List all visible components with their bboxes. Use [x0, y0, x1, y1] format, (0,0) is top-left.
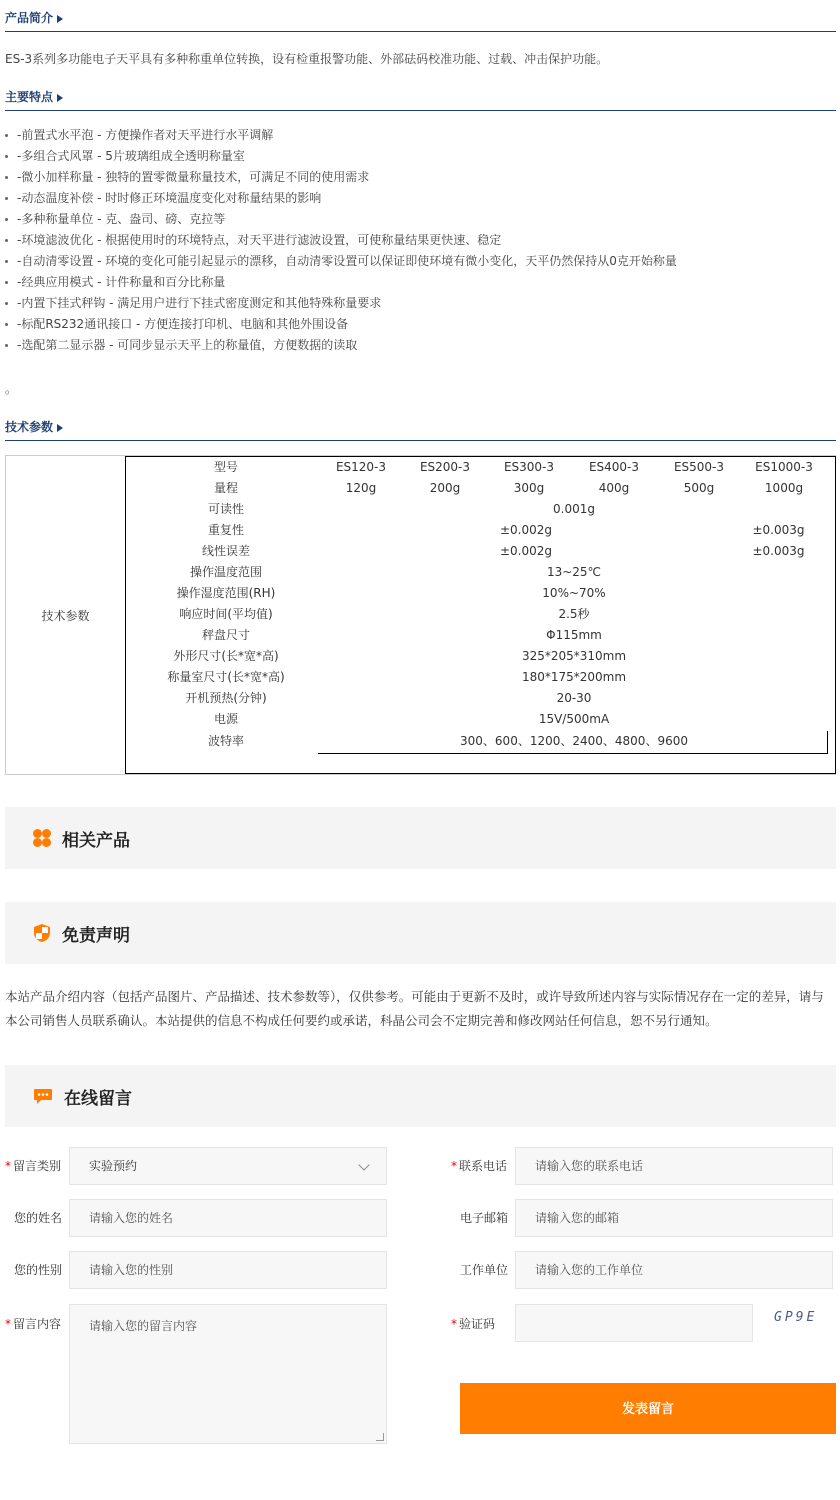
bullet-icon: [5, 197, 8, 200]
disclaimer-header: [5, 902, 836, 964]
clover-icon: [32, 828, 52, 848]
resize-handle-icon[interactable]: [376, 1433, 384, 1441]
spec-table-inner: [125, 456, 836, 774]
company-input[interactable]: 请输入您的工作单位: [515, 1251, 833, 1289]
bullet-icon: [5, 323, 8, 326]
phone-label: * 联系电话: [451, 1159, 508, 1173]
captcha-image[interactable]: GP9E: [774, 1310, 818, 1325]
list-item: -经典应用模式 - 计件称量和百分比称量: [5, 273, 677, 294]
section-features-title: 主要特点: [5, 90, 54, 104]
section-intro-title: 产品简介: [5, 11, 54, 25]
triangle-right-icon: [57, 15, 63, 23]
email-label: 电子邮箱: [460, 1211, 509, 1225]
section-intro-header: [5, 8, 836, 32]
section-specs-header: [5, 417, 836, 441]
bullet-icon: [5, 281, 8, 284]
triangle-right-icon: [57, 94, 63, 102]
table-row: 开机预热(分钟) 20-30: [185, 691, 592, 705]
spec-table: [5, 455, 836, 775]
table-row: 型号 ES120-3 ES200-3 ES300-3 ES400-3 ES500-3 ES1000-3: [213, 460, 813, 474]
content-textarea[interactable]: 请输入您的留言内容: [69, 1304, 387, 1444]
list-item: -选配第二显示器 - 可同步显示天平上的称量值，方便数据的读取: [5, 336, 677, 357]
message-header: [5, 1065, 836, 1127]
related-products-title: 相关产品: [62, 830, 130, 851]
table-row: 线性误差 ±0.002g ±0.003g: [201, 544, 805, 558]
bullet-icon: [5, 155, 8, 158]
bullet-icon: [5, 302, 8, 305]
table-row: 波特率 300、600、1200、2400、4800、9600: [207, 734, 688, 748]
list-item: -微小加样称量 - 独特的置零微量称量技术，可满足不同的使用需求: [5, 168, 677, 189]
intro-text: ES-3系列多功能电子天平具有多种称重单位转换，设有检重报警功能、外部砝码校准功能、过载、冲击保护功能。: [5, 52, 609, 66]
table-row: 电源 15V/500mA: [213, 712, 610, 726]
gender-label: 您的性别: [14, 1263, 63, 1277]
table-row: 重复性 ±0.002g ±0.003g: [207, 523, 805, 537]
list-item: -标配RS232通讯接口 - 方便连接打印机、电脑和其他外围设备: [5, 315, 677, 336]
triangle-right-icon: [57, 424, 63, 432]
captcha-label: * 验证码: [451, 1317, 496, 1331]
divider: [318, 753, 828, 754]
trailing-period: 。: [5, 382, 18, 396]
list-item: -自动清零设置 - 环境的变化可能引起显示的漂移，自动清零设置可以保证即使环境有微小变化，天平仍然保持从0克开始称量: [5, 252, 677, 273]
chevron-down-icon: [358, 1159, 369, 1170]
category-label: * 留言类别: [5, 1159, 62, 1173]
list-item: -前置式水平泡 - 方便操作者对天平进行水平调解: [5, 126, 677, 147]
list-item: -内置下挂式秤钩 - 满足用户进行下挂式密度测定和其他特殊称量要求: [5, 294, 677, 315]
gender-input[interactable]: 请输入您的性别: [69, 1251, 387, 1289]
features-list: [5, 126, 677, 357]
divider: [827, 731, 828, 753]
spec-table-label: 技术参数: [41, 608, 90, 623]
table-row: 称量室尺寸(长*宽*高) 180*175*200mm: [167, 670, 627, 684]
phone-input[interactable]: 请输入您的联系电话: [515, 1147, 833, 1185]
table-row: 秤盘尺寸 Φ115mm: [201, 628, 602, 642]
bullet-icon: [5, 176, 8, 179]
table-row: 可读性 0.001g: [207, 502, 595, 516]
name-label: 您的姓名: [14, 1211, 63, 1225]
bullet-icon: [5, 134, 8, 137]
table-row: 操作温度范围 13~25℃: [189, 565, 602, 579]
table-row: 响应时间(平均值) 2.5秒: [179, 607, 590, 621]
table-row: 操作湿度范围(RH) 10%~70%: [176, 586, 606, 600]
related-products-header: [5, 807, 836, 869]
list-item: -动态温度补偿 - 时时修正环境温度变化对称量结果的影响: [5, 189, 677, 210]
bullet-icon: [5, 239, 8, 242]
bullet-icon: [5, 218, 8, 221]
captcha-input[interactable]: [515, 1304, 753, 1342]
section-features-header: [5, 87, 836, 111]
company-label: 工作单位: [460, 1263, 509, 1277]
disclaimer-text: 本站产品介绍内容（包括产品图片、产品描述、技术参数等），仅供参考。可能由于更新不及时，或许导致所述内容与实际情况存在一定的差异，请与本公司销售人员联系确认。本站提供的信息不构成任何要约或承诺，科晶公司会不定期完善和修改网站任何信息，恕不另行通知。: [5, 989, 824, 1028]
section-specs-title: 技术参数: [5, 420, 54, 434]
submit-button[interactable]: 发表留言: [460, 1383, 836, 1434]
name-input[interactable]: 请输入您的姓名: [69, 1199, 387, 1237]
content-label: * 留言内容: [5, 1317, 62, 1331]
email-input[interactable]: 请输入您的邮箱: [515, 1199, 833, 1237]
bullet-icon: [5, 260, 8, 263]
message-title: 在线留言: [64, 1088, 132, 1109]
list-item: -多种称量单位 - 克、盎司、磅、克拉等: [5, 210, 677, 231]
disclaimer-title: 免责声明: [62, 925, 130, 946]
list-item: -多组合式风罩 - 5片玻璃组成全透明称量室: [5, 147, 677, 168]
shield-icon: [32, 923, 52, 943]
table-row: 量程 120g 200g 300g 400g 500g 1000g: [213, 481, 804, 495]
category-select[interactable]: 实验预约: [69, 1147, 387, 1185]
list-item: -环境滤波优化 - 根据使用时的环境特点，对天平进行滤波设置，可使称量结果更快速、稳定: [5, 231, 677, 252]
bullet-icon: [5, 344, 8, 347]
table-row: 外形尺寸(长*宽*高) 325*205*310mm: [173, 649, 627, 663]
chat-icon: [32, 1086, 54, 1106]
